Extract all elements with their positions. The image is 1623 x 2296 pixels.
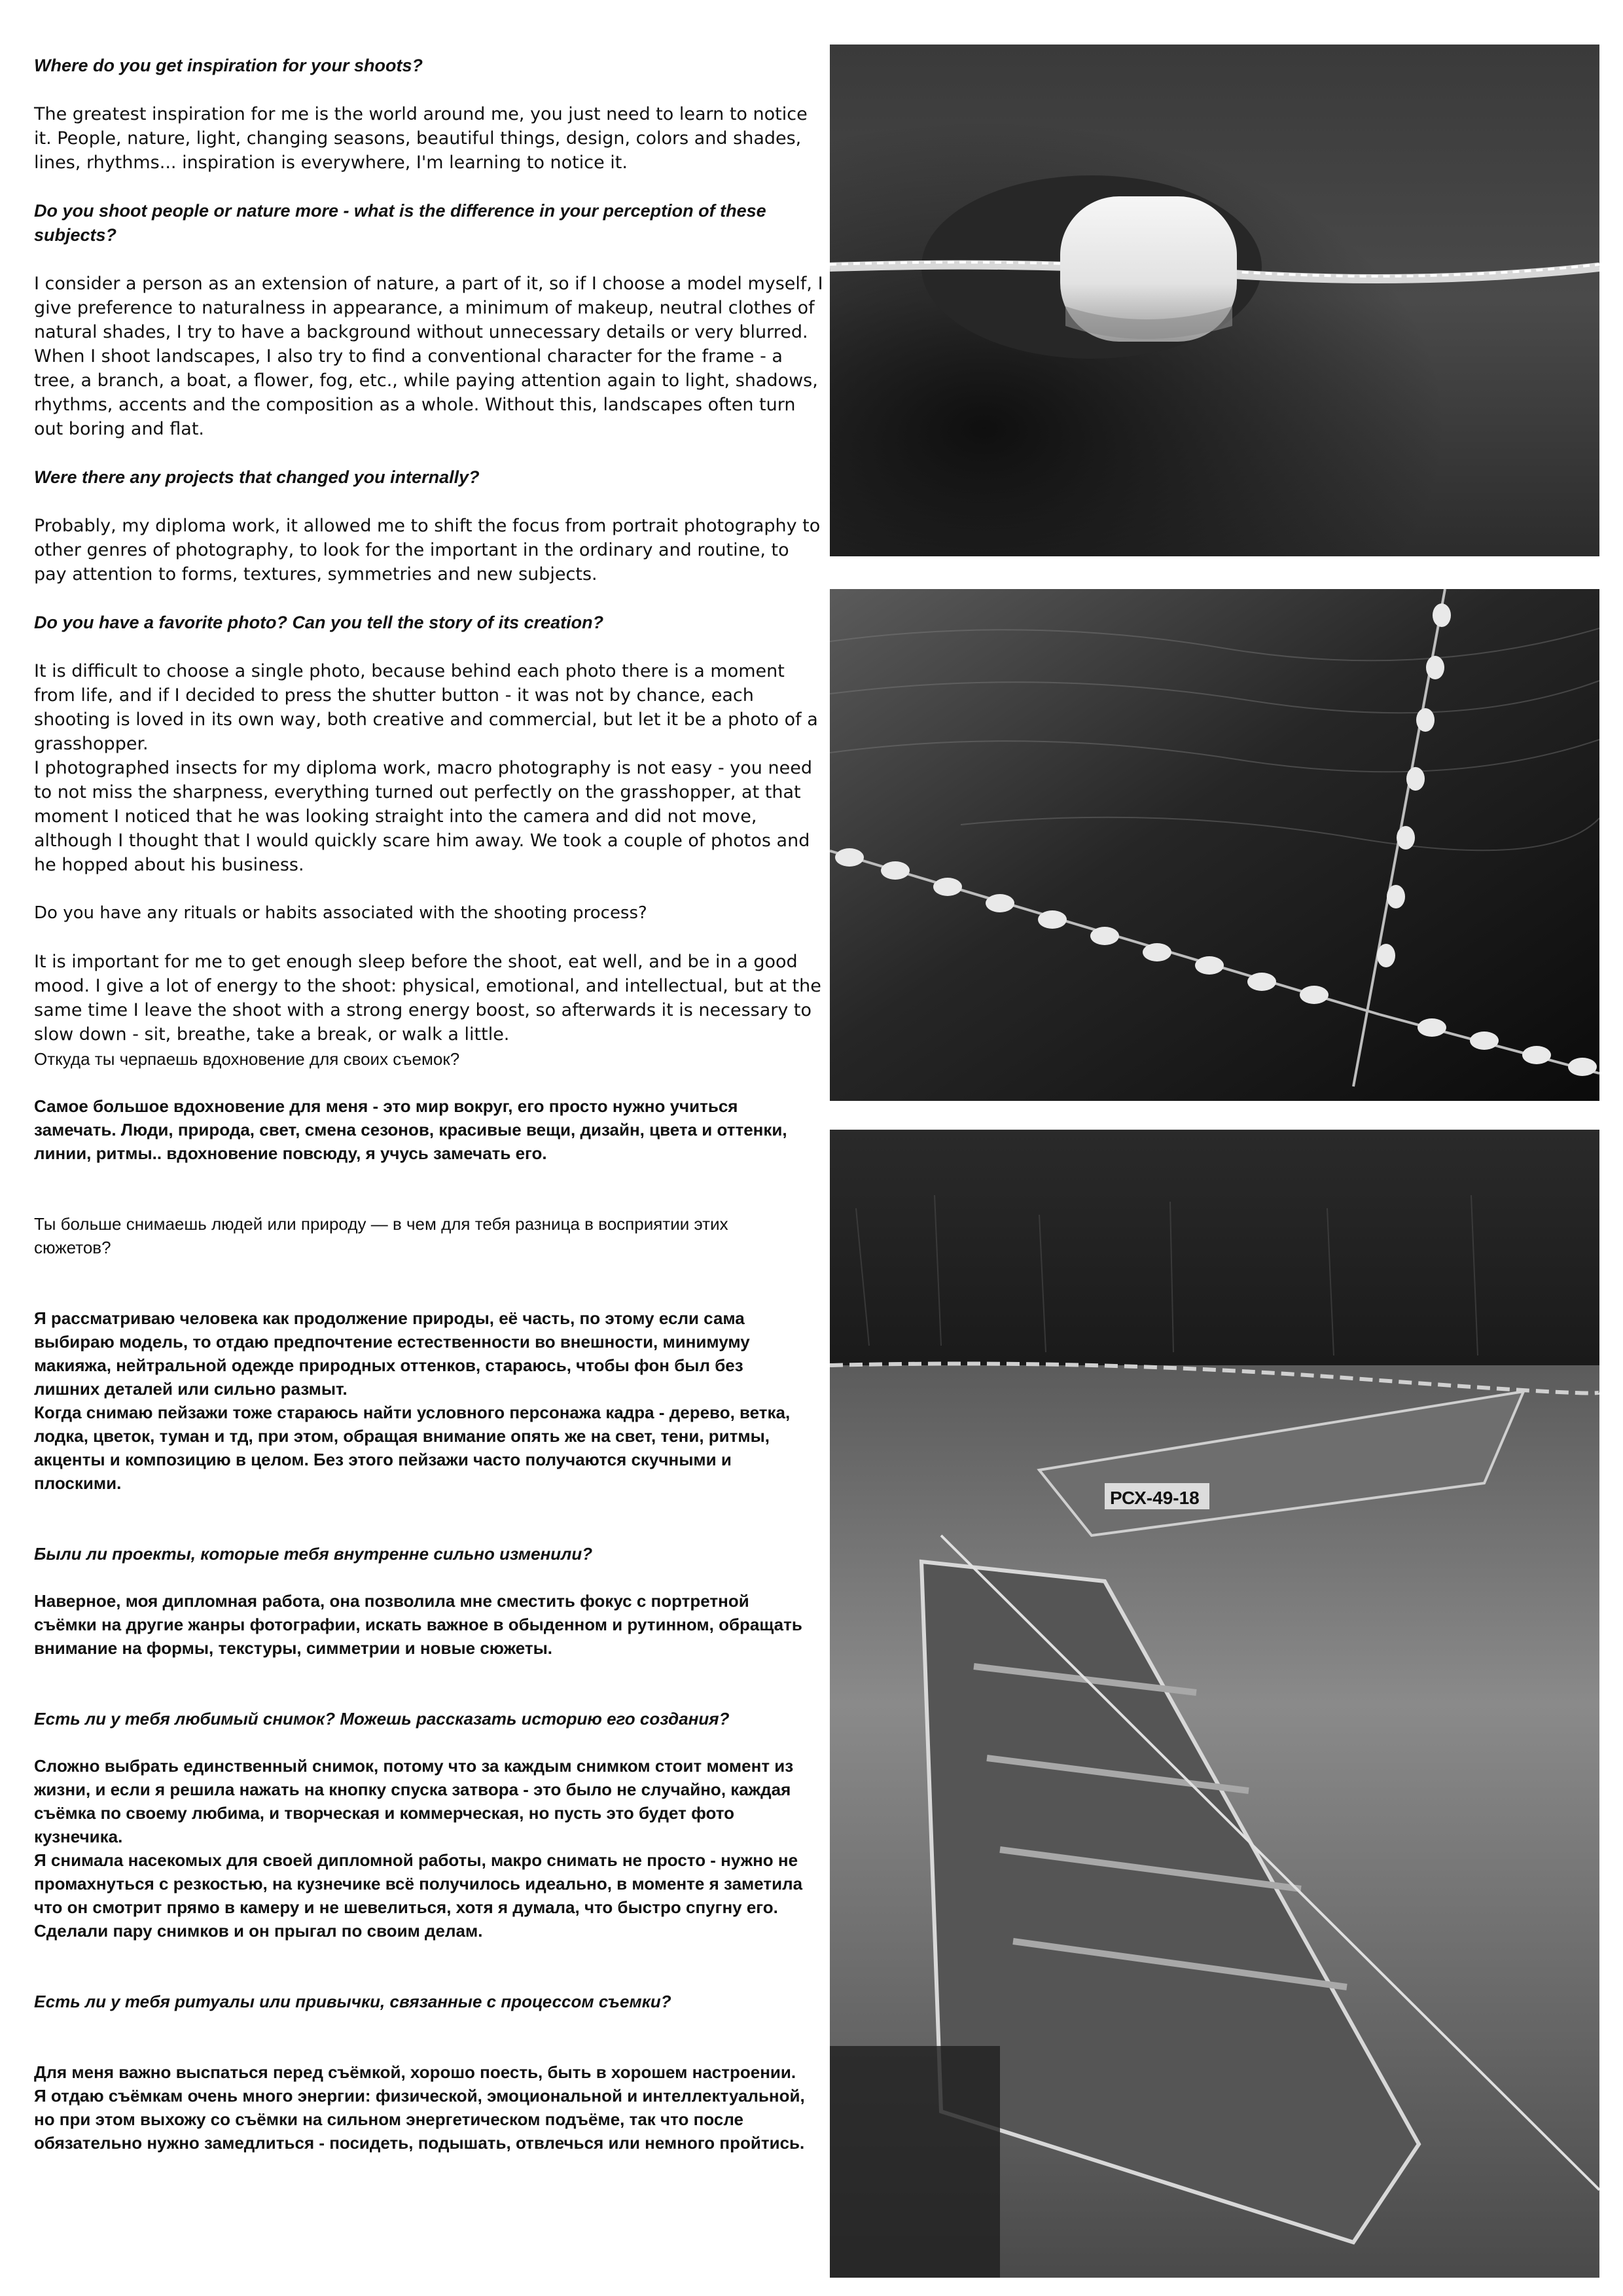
answer-rituals: It is important for me to get enough sleep before the shoot, eat well, and be in a good mood. I give a lot of energy to the shoot: physical, emotional, and intellectual, but at the same time I leave the shoot with a strong energy boost, so afterwards it is necessary to slow down - sit, breathe, take a break, or walk a little. — [34, 952, 821, 1045]
question-projects: Were there any projects that changed you internally? — [34, 467, 480, 487]
photo-wooden-boats — [830, 1130, 1599, 2278]
answer-favorite-photo: It is difficult to choose a single photo, because behind each photo there is a moment from life, and if I decided to press the shutter button - it was not by chance, each shooting is loved in its own way, both creative and commercial, but let it be a photo of a grasshopper. I photographed insects for my diploma work, macro photography is not easy - you need to not miss the sharpness, everything turned out perfectly on the grasshopper, at that moment I noticed that he was looking straight into the camera and did not move, although I thought that I would quickly scare him away. We took a couple of photos and he hopped about his business. — [34, 661, 818, 875]
question-favorite-photo-ru: Есть ли у тебя любимый снимок? Можешь рассказать историю его создания? — [34, 1709, 730, 1729]
question-rituals-ru: Есть ли у тебя ритуалы или привычки, связанные с процессом съемки? — [34, 1992, 671, 2011]
question-rituals: Do you have any rituals or habits associated with the shooting process? — [34, 903, 647, 923]
question-inspiration: Where do you get inspiration for your shoots? — [34, 56, 423, 75]
question-projects-ru: Были ли проекты, которые тебя внутренне сильно изменили? — [34, 1544, 593, 1564]
boat-registration-label: РСХ-49-18 — [1110, 1488, 1200, 1508]
answer-projects: Probably, my diploma work, it allowed me to shift the focus from portrait photography to other genres of photography, to look for the important in the ordinary and routine, to pay attention to forms, textures, symmetries and new subjects. — [34, 516, 821, 584]
english-interview — [34, 54, 826, 1047]
answer-rituals-ru: Для меня важно выспаться перед съёмкой, хорошо поесть, быть в хорошем настроении. Я отдаю съёмкам очень много энергии: физической, эмоциональной и интеллектуальной, но при этом выхожу со съёмки на сильном энергетическом подъёме, так что после обязательно нужно замедлиться - посидеть, подышать, отвлечься или немного пройтись. — [34, 2062, 805, 2153]
answer-inspiration-ru: Самое большое вдохновение для меня - это мир вокруг, его просто нужно учиться замечать. Люди, природа, свет, смена сезонов, красивые вещи, дизайн, цвета и оттенки, линии, ритмы.. вдохновение повсюду, я учусь замечать его. — [34, 1096, 787, 1163]
answer-people-nature-ru: Я рассматриваю человека как продолжение природы, её часть, по этому если сама выбираю модель, то отдаю предпочтение естественности во внешности, минимуму макияжа, нейтральной одежде природных оттенков, стараюсь, чтобы фон был без лишних деталей или сильно размыт. Когда снимаю пейзажи тоже стараюсь найти условного персонажа кадра - дерево, ветка, лодка, цветок, туман и тд, при этом, обращая внимание опять же на свет, тени, ритмы, акценты и композицию в целом. Без этого пейзажи часто получаются скучными и плоскими. — [34, 1308, 791, 1493]
question-people-nature-ru: Ты больше снимаешь людей или природу — в чем для тебя разница в восприятии этих сюжетов? — [34, 1214, 728, 1257]
answer-favorite-photo-ru: Сложно выбрать единственный снимок, потому что за каждым снимком стоит момент из жизни, и если я решила нажать на кнопку спуска затвора - это было не случайно, каждая съёмка по своему любима, и творческая и коммерческая, но пусть это будет фото кузнечика. Я снимала насекомых для своей дипломной работы, макро снимать не просто - нужно не промахнуться с резкостью, на кузнечике всё получилось идеально, в моменте я заметила что он смотрит прямо в камеру и не шевелиться, хотя я думала, что быстро спугну его. Сделали пару снимков и он прыгал по своим делам. — [34, 1756, 803, 1941]
question-people-nature: Do you shoot people or nature more - what is the difference in your perception of these subjects? — [34, 201, 766, 245]
answer-inspiration: The greatest inspiration for me is the world around me, you just need to learn to notice it. People, nature, light, changing seasons, beautiful things, design, colors and shades, lines, rhythms... inspiration is everywhere, I'm learning to notice it. — [34, 104, 808, 173]
answer-people-nature: I consider a person as an extension of nature, a part of it, so if I choose a model myself, I give preference to naturalness in appearance, a minimum of makeup, neutral clothes of natural shades, I try to have a background without unnecessary details or very blurred. When I shoot landscapes, I also try to find a conventional character for the frame - a tree, a branch, a boat, a flower, fog, etc., while paying attention again to light, shadows, rhythms, accents and the composition as a whole. Without this, landscapes often turn out boring and flat. — [34, 274, 823, 439]
question-favorite-photo: Do you have a favorite photo? Can you tell the story of its creation? — [34, 613, 604, 632]
answer-projects-ru: Наверное, моя дипломная работа, она позволила мне сместить фокус с портретной съёмки на другие жанры фотографии, искать важное в обыденном и рутинном, обращать внимание на формы, текстуры, симметрии и новые сюжеты. — [34, 1591, 802, 1658]
photo-buoy-on-sand — [830, 45, 1599, 556]
question-inspiration-ru: Откуда ты черпаешь вдохновение для своих съемок? — [34, 1049, 460, 1069]
photo-buoy-lines-water — [830, 589, 1599, 1101]
russian-interview — [34, 1047, 806, 2155]
